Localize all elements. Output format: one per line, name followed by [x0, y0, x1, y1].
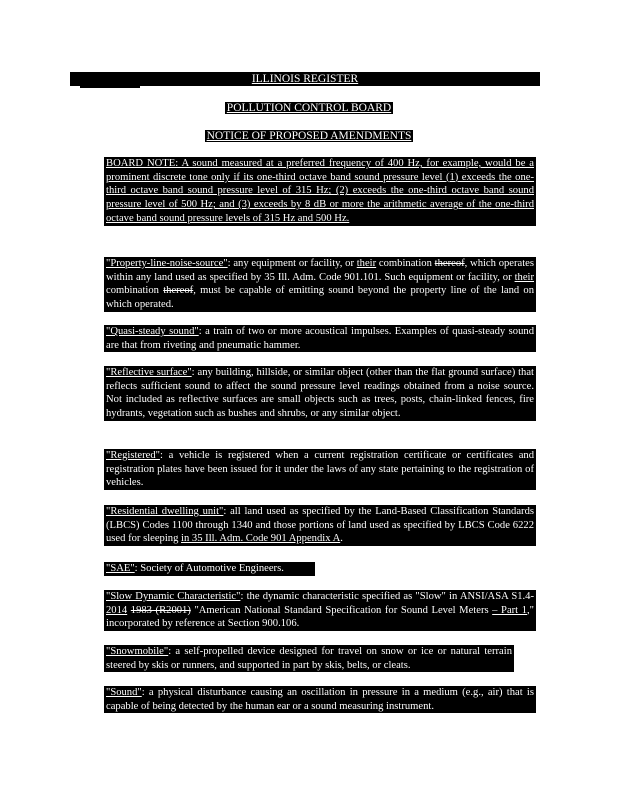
quasi-steady-paragraph: [104, 325, 536, 352]
residential-term: "Residential dwelling unit": [106, 506, 224, 517]
quasi-steady-term: "Quasi-steady sound": [106, 326, 199, 337]
property-line-insert-2: their: [514, 271, 534, 283]
board-title: [0, 101, 618, 115]
slow-dynamic-term: "Slow Dynamic Characteristic": [106, 591, 241, 602]
property-line-text-4: combination: [106, 285, 164, 297]
reflective-term: "Reflective surface": [106, 367, 192, 378]
residential-text-1: : all land used as specified by the Land-Based Classification Standards (LBCS) Codes 1100 through 1340 and those portions of land used as specified by LBCS Code 6222 used for sleeping: [106, 506, 534, 545]
quasi-steady-text: : a train of two or more acoustical impulses. Examples of quasi-steady sound are that from riveting and pneumatic hammer.: [106, 326, 534, 351]
registered-text: : a vehicle is registered when a current registration certificate or certificates and registration plates have been issued for it under the laws of any state pertaining to the registration of vehicles.: [106, 450, 534, 489]
snowmobile-text: : a self-propelled device designed for travel on snow or ice or natural terrain steered by skis or runners, and supported in part by skis, belts, or cleats.: [106, 646, 512, 671]
snowmobile-paragraph: [104, 645, 514, 672]
sae-text: : Society of Automotive Engineers.: [134, 563, 284, 574]
slow-dynamic-text-2: "American National Standard Specification for Sound Level Meters: [190, 604, 493, 616]
sound-paragraph: [104, 686, 536, 713]
header-rule: [80, 86, 140, 88]
residential-paragraph: [104, 505, 536, 546]
slow-dynamic-insert-1: 2014: [106, 604, 128, 616]
notice-title: [0, 129, 618, 143]
registered-paragraph: [104, 449, 536, 490]
property-line-delete-2: thereof: [163, 285, 194, 297]
property-line-text-1: : any equipment or facility, or: [227, 258, 357, 269]
notice-title-text: NOTICE OF PROPOSED AMENDMENTS: [206, 130, 412, 142]
sound-text: : a physical disturbance causing an oscillation in pressure in a medium (e.g., air) that is capable of being detected by the human ear or a sound measuring instrument.: [106, 687, 534, 712]
property-line-text-2: combination: [376, 258, 435, 269]
property-line-term: "Property-line-noise-source": [106, 258, 228, 269]
property-line-delete-1: thereof: [434, 258, 465, 269]
sae-term: "SAE": [106, 563, 135, 574]
property-line-text-3: , which operates within any land used as specified by 35 Ill. Adm. Code 901.101. Such equipment or facility, or: [106, 258, 534, 283]
board-title-text: POLLUTION CONTROL BOARD: [226, 102, 392, 114]
property-line-insert-1: their: [356, 258, 377, 269]
snowmobile-term: "Snowmobile": [106, 646, 169, 657]
slow-dynamic-delete-1: 1983 (R2001): [130, 604, 191, 616]
registered-term: "Registered": [106, 450, 160, 461]
slow-dynamic-paragraph: [104, 590, 536, 631]
residential-insert: in 35 Ill. Adm. Code 901 Appendix A: [181, 533, 341, 545]
board-note-paragraph: BOARD NOTE: A sound measured at a preferred frequency of 400 Hz, for example, would be a prominent discrete tone only if its one-third octave band sound pressure level (1) exceeds the one-third octave band sound pressure level of 315 Hz; (2) exceeds the one-third octave band sound pressure level of 500 Hz; and (3) exceeds by 8 dB or more the arithmetic average of the one-third octave band sound pressure levels of 315 Hz and 500 Hz.: [106, 158, 534, 224]
register-title-text: ILLINOIS REGISTER: [251, 73, 359, 85]
property-line-text-5: , must be capable of emitting sound beyond the property line of the land on which operated.: [106, 285, 535, 311]
reflective-paragraph: [104, 366, 536, 421]
sae-paragraph: [104, 562, 315, 576]
property-line-paragraph: [104, 257, 536, 312]
slow-dynamic-text-1: : the dynamic characteristic specified as "Slow" in ANSI/ASA S1.4-: [240, 591, 534, 602]
slow-dynamic-insert-2: – Part 1: [492, 604, 527, 616]
register-title: [70, 72, 540, 86]
sound-term: "Sound": [106, 687, 142, 698]
reflective-text: : any building, hillside, or similar object (other than the flat ground surface) that reflects sufficient sound to affect the sound pressure level readings obtained from a noise source. Not included as reflective surfaces are small objects such as trees, posts, chain-linked fences, fire hydrants, vegetation such as bushes and shrubs, or any similar object.: [106, 367, 534, 420]
residential-text-2: .: [340, 533, 343, 545]
slow-dynamic-text-3: ," incorporated by reference at Section 900.106.: [106, 604, 534, 630]
